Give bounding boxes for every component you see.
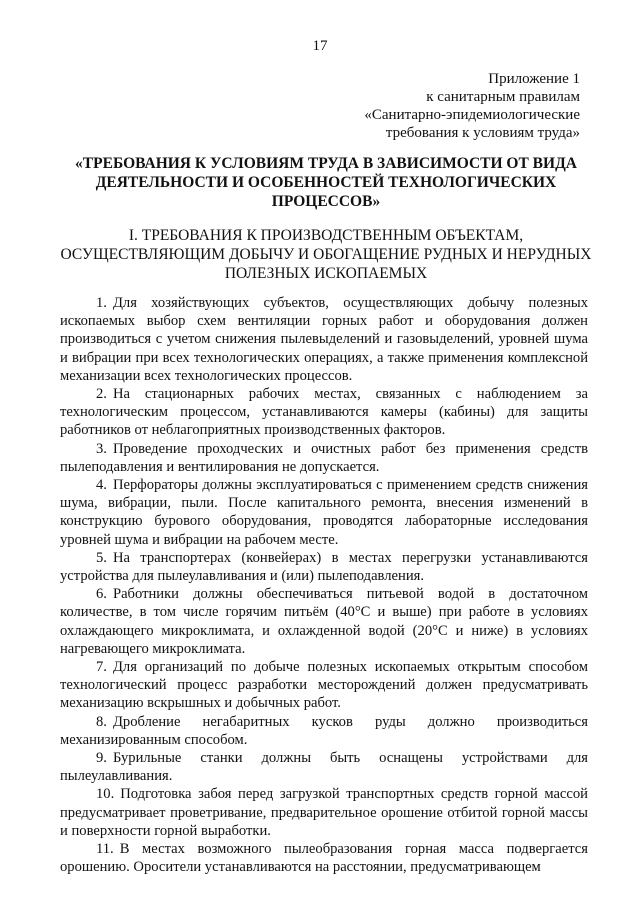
paragraph-number: 6. (96, 586, 107, 603)
paragraph-text: Проведение проходческих и очистных работ без применения средств пылеподавления и вентилирования не допускается. (60, 440, 588, 475)
paragraph-text: На транспортерах (конвейерах) в местах перегрузки устанавливаются устройства для пылеулавливания и (или) пылеподавления. (60, 549, 588, 585)
appendix-line: требования к условиям труда» (385, 125, 580, 141)
paragraph-11 (60, 840, 588, 876)
paragraph-text: Бурильные станки должны быть оснащены устройствами для пылеулавливания. (60, 750, 588, 785)
paragraph-9 (60, 749, 588, 785)
main-title-line: «ТРЕБОВАНИЯ К УСЛОВИЯМ ТРУДА В ЗАВИСИМОСТИ ОТ ВИДА (75, 155, 577, 172)
page-number: 17 (312, 38, 328, 54)
paragraph-6 (60, 585, 588, 658)
main-title (60, 154, 592, 211)
paragraph-5 (60, 549, 588, 585)
paragraph-3 (60, 440, 588, 476)
paragraph-number: 3. (96, 440, 107, 457)
paragraph-text: На стационарных рабочих местах, связанных с наблюдением за технологическим процессом, устанавливаются камеры (кабины) для защиты работников от неблагоприятных производственных факторов. (60, 386, 588, 439)
appendix-line: «Санитарно-эпидемиологические (364, 107, 580, 123)
paragraph-text: Подготовка забоя перед загрузкой транспортных средств горной массой предусматривает проветривание, предварительное орошение отбитой горной массы и поверхности горной выработки. (60, 786, 588, 839)
paragraph-8 (60, 713, 588, 749)
paragraph-number: 1. (96, 295, 107, 311)
paragraph-number: 8. (96, 713, 107, 730)
appendix-line: Приложение 1 (488, 71, 580, 87)
section-title (55, 226, 597, 283)
paragraph-number: 9. (96, 750, 107, 767)
paragraph-number: 10. (96, 786, 115, 803)
section-title-line: ПОЛЕЗНЫХ ИСКОПАЕМЫХ (224, 265, 428, 282)
paragraph-7 (60, 658, 588, 713)
main-title-line: ДЕЯТЕЛЬНОСТИ И ОСОБЕННОСТЕЙ ТЕХНОЛОГИЧЕСКИХ (95, 174, 557, 191)
paragraph-10 (60, 785, 588, 840)
main-title-line: ПРОЦЕССОВ» (271, 193, 381, 210)
paragraph-text: Для хозяйствующих субъектов, осуществляющих добычу полезных ископаемых выбор схем вентиляции горных работ и оборудования должен производиться с учетом снижения пылевыделений и газовыделений, уровней шума и вибрации при всех технологических операциях, а также применения комплексной механизации всех технологических процессов. (60, 295, 588, 384)
paragraph-text: Работники должны обеспечиваться питьевой водой в достаточном количестве, в том числе горячим питьём (40°С и выше) при работе в условиях охлаждающего микроклимата, и охлажденной водой (20°С и ниже) в условиях нагревающего микроклимата. (60, 586, 588, 657)
paragraph-number: 5. (96, 549, 107, 566)
paragraph-4 (60, 476, 588, 549)
paragraph-text: В местах возможного пылеобразования горная масса подвергается орошению. Оросители устанавливаются на расстоянии, предусматривающем (60, 841, 588, 876)
paragraph-number: 11. (96, 841, 114, 858)
paragraph-number: 7. (96, 659, 107, 676)
document-body (60, 294, 588, 877)
paragraph-text: Дробление негабаритных кусков руды должно производиться механизированным способом. (60, 713, 588, 748)
paragraph-2 (60, 385, 588, 440)
paragraph-text: Для организаций по добыче полезных ископаемых открытым способом технологический процесс разработки месторождений должен предусматривать механизацию вскрышных и добычных работ. (60, 659, 588, 712)
appendix-reference (280, 70, 580, 142)
paragraph-number: 4. (96, 477, 107, 494)
paragraph-number: 2. (96, 386, 107, 403)
appendix-line: к санитарным правилам (426, 89, 580, 105)
section-title-line: ОСУЩЕСТВЛЯЮЩИМ ДОБЫЧУ И ОБОГАЩЕНИЕ РУДНЫХ И НЕРУДНЫХ (60, 246, 592, 263)
paragraph-text: Перфораторы должны эксплуатироваться с применением средств снижения шума, вибрации, пыли. После капитального ремонта, внесения изменений в конструкцию бурового оборудования, проводятся лабораторные исследования уровней шума и вибрации на рабочем месте. (60, 477, 588, 548)
section-title-line: I. ТРЕБОВАНИЯ К ПРОИЗВОДСТВЕННЫМ ОБЪЕКТАМ, (128, 227, 524, 244)
paragraph-1 (60, 294, 588, 385)
